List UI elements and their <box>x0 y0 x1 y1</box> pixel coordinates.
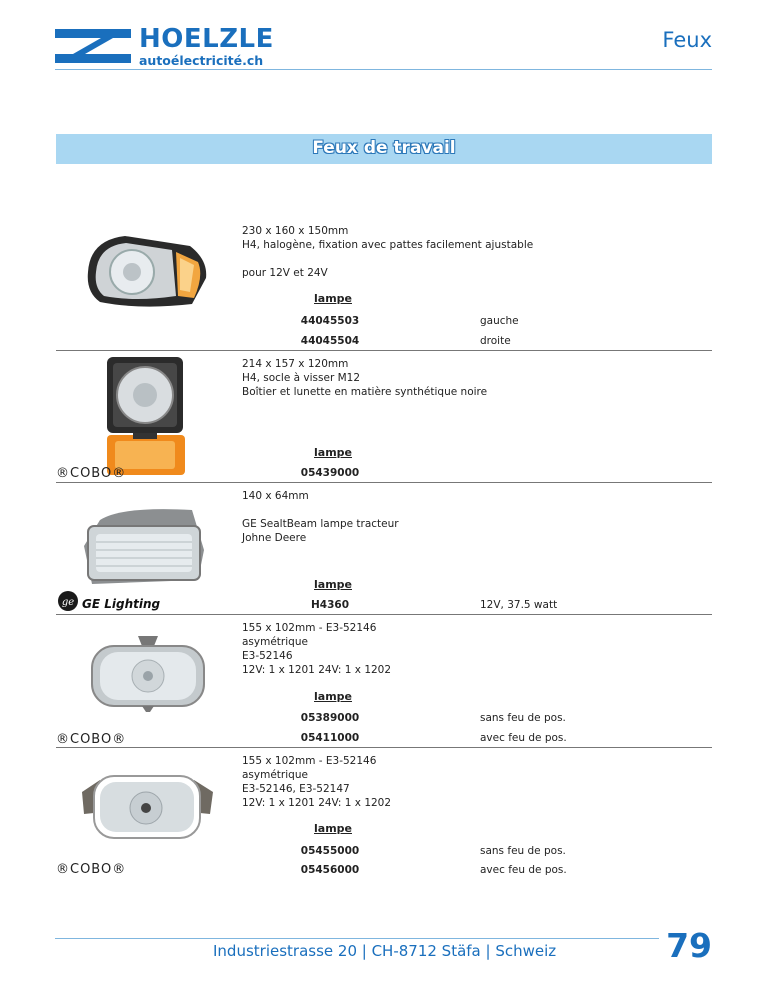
page-number: 79 <box>666 926 712 965</box>
product-description: 155 x 102mm - E3-52146 asymétrique E3-52146, E3-52147 12V: 1 x 1201 24V: 1 x 1202 <box>242 755 392 809</box>
column-header-lampe: lampe <box>314 292 352 305</box>
part-note: sans feu de pos. <box>480 712 566 724</box>
header-divider <box>55 69 712 70</box>
part-number: 05439000 <box>300 467 360 479</box>
part-number: 05455000 <box>300 845 360 857</box>
ge-monogram-icon <box>56 590 80 612</box>
part-number: 44045504 <box>300 335 360 347</box>
product-divider <box>56 747 712 748</box>
part-note: sans feu de pos. <box>480 845 566 857</box>
sealed-beam-lamp-image <box>82 506 207 586</box>
column-header-lampe: lampe <box>314 578 352 591</box>
footer-address: Industriestrasse 20 | CH-8712 Stäfa | Schweiz <box>213 942 557 960</box>
part-number: H4360 <box>310 599 349 611</box>
cobo-brand-logo: ®COBO® <box>56 732 127 747</box>
ge-lighting-brand: GE Lighting <box>82 597 161 611</box>
column-header-lampe: lampe <box>314 690 352 703</box>
footer-divider <box>55 938 659 939</box>
product-divider <box>56 482 712 483</box>
logo-url[interactable]: autoélectricité.ch <box>139 53 264 68</box>
work-light-headlamp-image <box>80 232 215 310</box>
section-title: Feux <box>662 28 712 52</box>
column-header-lampe: lampe <box>314 822 352 835</box>
category-title: Feux de travail <box>312 138 456 158</box>
part-number: 44045503 <box>300 315 360 327</box>
svg-text:ge: ge <box>61 597 75 608</box>
column-header-lampe: lampe <box>314 446 352 459</box>
rectangular-headlamp-with-position-light-image <box>80 772 215 842</box>
part-note: avec feu de pos. <box>480 732 567 744</box>
product-description: 140 x 64mm GE SealtBeam lampe tracteur Johne Deere <box>242 490 399 544</box>
product-divider <box>56 614 712 615</box>
cobo-brand-logo: ®COBO® <box>56 862 127 877</box>
hoelzle-logo-icon <box>55 29 131 63</box>
part-number: 05411000 <box>300 732 360 744</box>
part-number: 05389000 <box>300 712 360 724</box>
square-work-light-image <box>103 355 188 480</box>
rectangular-headlamp-image <box>88 634 208 714</box>
category-banner <box>56 134 712 164</box>
part-note: droite <box>480 335 511 347</box>
logo-name: HOELZLE <box>139 24 274 54</box>
product-description: 214 x 157 x 120mm H4, socle à visser M12 Boîtier et lunette en matière synthétique noire <box>242 358 488 398</box>
cobo-brand-logo: ®COBO® <box>56 466 127 481</box>
part-note: gauche <box>480 315 519 327</box>
part-note: 12V, 37.5 watt <box>480 599 558 611</box>
part-number: 05456000 <box>300 864 360 876</box>
product-divider <box>56 350 712 351</box>
product-description: 230 x 160 x 150mm H4, halogène, fixation avec pattes facilement ajustable pour 12V et 24V <box>242 225 534 279</box>
part-note: avec feu de pos. <box>480 864 567 876</box>
product-description: 155 x 102mm - E3-52146 asymétrique E3-52146 12V: 1 x 1201 24V: 1 x 1202 <box>242 622 392 676</box>
